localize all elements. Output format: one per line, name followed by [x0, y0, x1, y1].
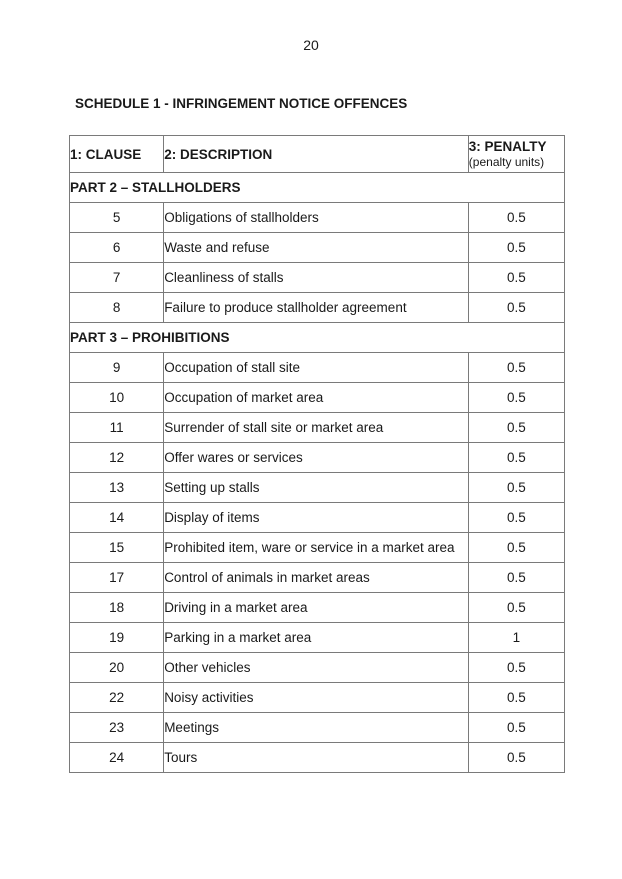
clause-cell: 10 — [70, 383, 164, 413]
table-row — [70, 593, 565, 623]
clause-cell: 11 — [70, 413, 164, 443]
table-header-row — [70, 136, 565, 173]
clause-cell: 5 — [70, 203, 164, 233]
clause-cell: 12 — [70, 443, 164, 473]
description-cell: Waste and refuse — [164, 233, 469, 263]
penalty-cell: 0.5 — [468, 293, 564, 323]
description-cell: Surrender of stall site or market area — [164, 413, 469, 443]
description-cell: Occupation of stall site — [164, 353, 469, 383]
penalty-cell: 0.5 — [468, 743, 564, 773]
penalty-cell: 0.5 — [468, 263, 564, 293]
penalty-cell: 0.5 — [468, 533, 564, 563]
description-cell: Offer wares or services — [164, 443, 469, 473]
table-row — [70, 503, 565, 533]
description-cell: Failure to produce stallholder agreement — [164, 293, 469, 323]
table-row — [70, 743, 565, 773]
penalty-cell: 1 — [468, 623, 564, 653]
table-row — [70, 563, 565, 593]
description-cell: Control of animals in market areas — [164, 563, 469, 593]
clause-cell: 20 — [70, 653, 164, 683]
penalty-cell: 0.5 — [468, 383, 564, 413]
clause-cell: 14 — [70, 503, 164, 533]
part-row — [70, 173, 565, 203]
description-cell: Occupation of market area — [164, 383, 469, 413]
penalty-cell: 0.5 — [468, 233, 564, 263]
penalty-cell: 0.5 — [468, 563, 564, 593]
header-description: 2: DESCRIPTION — [164, 136, 469, 173]
table-row — [70, 413, 565, 443]
penalty-cell: 0.5 — [468, 203, 564, 233]
header-clause: 1: CLAUSE — [70, 136, 164, 173]
description-cell: Parking in a market area — [164, 623, 469, 653]
description-cell: Display of items — [164, 503, 469, 533]
description-cell: Driving in a market area — [164, 593, 469, 623]
table-row — [70, 533, 565, 563]
table-row — [70, 623, 565, 653]
table-row — [70, 383, 565, 413]
penalty-cell: 0.5 — [468, 473, 564, 503]
penalty-cell: 0.5 — [468, 413, 564, 443]
table-row — [70, 353, 565, 383]
clause-cell: 9 — [70, 353, 164, 383]
clause-cell: 6 — [70, 233, 164, 263]
penalty-cell: 0.5 — [468, 353, 564, 383]
clause-cell: 7 — [70, 263, 164, 293]
description-cell: Prohibited item, ware or service in a market area — [164, 533, 469, 563]
description-cell: Obligations of stallholders — [164, 203, 469, 233]
clause-cell: 13 — [70, 473, 164, 503]
description-cell: Setting up stalls — [164, 473, 469, 503]
table-row — [70, 203, 565, 233]
page-number: 20 — [303, 37, 319, 53]
penalty-cell: 0.5 — [468, 443, 564, 473]
table-row — [70, 233, 565, 263]
penalty-cell: 0.5 — [468, 653, 564, 683]
header-penalty — [468, 136, 564, 173]
part-title: PART 3 – PROHIBITIONS — [70, 323, 565, 353]
clause-cell: 17 — [70, 563, 164, 593]
table-row — [70, 263, 565, 293]
penalty-cell: 0.5 — [468, 713, 564, 743]
clause-cell: 19 — [70, 623, 164, 653]
clause-cell: 15 — [70, 533, 164, 563]
description-cell: Meetings — [164, 713, 469, 743]
clause-cell: 8 — [70, 293, 164, 323]
description-cell: Cleanliness of stalls — [164, 263, 469, 293]
penalty-cell: 0.5 — [468, 503, 564, 533]
table-row — [70, 713, 565, 743]
header-penalty-units: (penalty units) — [468, 155, 545, 169]
clause-cell: 23 — [70, 713, 164, 743]
description-cell: Noisy activities — [164, 683, 469, 713]
penalty-cell: 0.5 — [468, 593, 564, 623]
part-row — [70, 323, 565, 353]
offences-table — [69, 135, 565, 773]
schedule-heading: SCHEDULE 1 - INFRINGEMENT NOTICE OFFENCES — [75, 96, 408, 111]
header-penalty-title: 3: PENALTY — [468, 139, 547, 154]
table-row — [70, 683, 565, 713]
description-cell: Tours — [164, 743, 469, 773]
table-row — [70, 653, 565, 683]
table-row — [70, 473, 565, 503]
table-row — [70, 293, 565, 323]
clause-cell: 22 — [70, 683, 164, 713]
penalty-cell: 0.5 — [468, 683, 564, 713]
clause-cell: 18 — [70, 593, 164, 623]
table-row — [70, 443, 565, 473]
part-title: PART 2 – STALLHOLDERS — [70, 173, 565, 203]
clause-cell: 24 — [70, 743, 164, 773]
description-cell: Other vehicles — [164, 653, 469, 683]
table-body — [70, 173, 565, 773]
